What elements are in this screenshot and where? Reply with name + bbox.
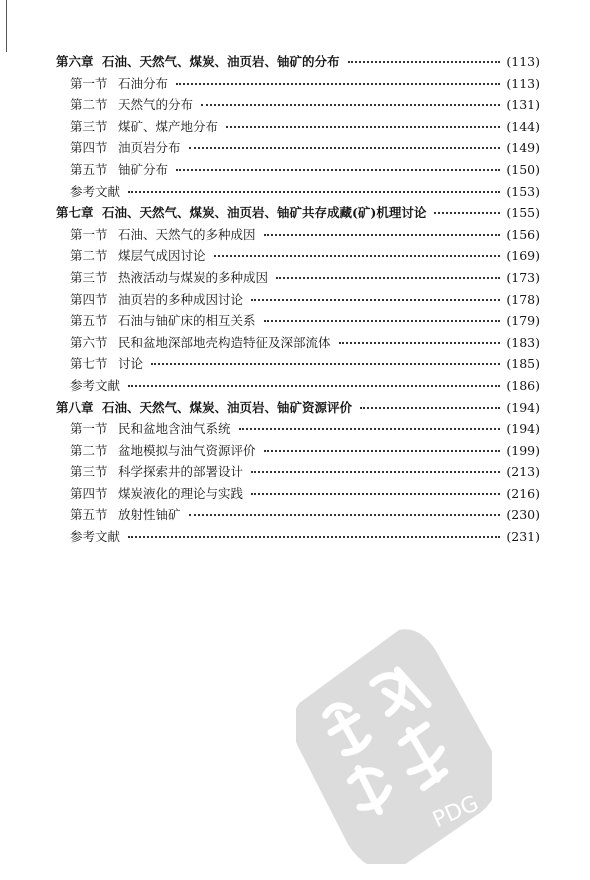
section-entry-label	[70, 246, 206, 264]
dot-leader	[189, 513, 501, 516]
chapter-entry-number: 第七章	[56, 205, 94, 221]
chapter-entry-label	[56, 398, 352, 416]
section-entry-label	[70, 484, 243, 502]
references-entry-title: 参考文献	[70, 377, 121, 393]
section-entry	[56, 419, 540, 441]
section-entry-title: 石油、天然气的多种成因	[118, 226, 256, 242]
section-entry-title: 石油与铀矿床的相互关系	[118, 313, 256, 329]
page-number: (194)	[506, 399, 540, 415]
section-entry	[56, 138, 540, 160]
section-entry-label	[70, 117, 218, 135]
page-number: (199)	[506, 442, 540, 458]
dot-leader	[264, 319, 501, 322]
section-entry-number: 第三节	[70, 269, 108, 285]
references-entry	[56, 376, 540, 398]
dot-leader	[226, 125, 500, 128]
section-entry-number: 第二节	[70, 248, 108, 264]
section-entry-label	[70, 160, 168, 178]
section-entry-number: 第五节	[70, 313, 108, 329]
table-of-contents	[56, 52, 540, 549]
section-entry	[56, 95, 540, 117]
section-entry	[56, 225, 540, 247]
section-entry-title: 石油分布	[118, 75, 169, 91]
section-entry-number: 第六节	[70, 334, 108, 350]
page-number: (131)	[506, 97, 540, 113]
dot-leader	[339, 341, 501, 344]
section-entry	[56, 117, 540, 139]
dot-leader	[251, 298, 500, 301]
section-entry-label	[70, 95, 193, 113]
references-entry-label	[70, 182, 120, 200]
page-number: (213)	[506, 464, 540, 480]
chapter-entry-title: 石油、天然气、煤炭、油页岩、铀矿共存成藏(矿)机理讨论	[102, 205, 427, 221]
section-entry-label	[70, 419, 231, 437]
section-entry-title: 油页岩分布	[118, 140, 181, 156]
section-entry	[56, 441, 540, 463]
dot-leader	[128, 535, 500, 538]
section-entry-title: 天然气的分布	[118, 97, 194, 113]
page-number: (155)	[506, 205, 540, 221]
section-entry-label	[70, 354, 143, 372]
section-entry	[56, 290, 540, 312]
references-entry-label	[70, 527, 120, 545]
page-number: (230)	[506, 507, 540, 523]
section-entry-title: 煤炭液化的理论与实践	[118, 485, 244, 501]
page-number: (185)	[506, 356, 540, 372]
page-number: (231)	[506, 529, 540, 545]
seal-pdg-text: PDG	[429, 791, 483, 834]
dot-leader	[176, 168, 500, 171]
dot-leader	[264, 449, 501, 452]
section-entry	[56, 160, 540, 182]
section-entry-number: 第一节	[70, 226, 108, 242]
section-entry-number: 第四节	[70, 485, 108, 501]
section-entry-title: 煤层气成因讨论	[118, 248, 206, 264]
section-entry	[56, 462, 540, 484]
section-entry-number: 第五节	[70, 161, 108, 177]
page-number: (179)	[506, 313, 540, 329]
section-entry-label	[70, 74, 168, 92]
references-entry	[56, 527, 540, 549]
references-entry	[56, 182, 540, 204]
references-entry-title: 参考文献	[70, 183, 121, 199]
section-entry-label	[70, 441, 256, 459]
page-number: (149)	[506, 140, 540, 156]
page-number: (186)	[506, 377, 540, 393]
section-entry-label	[70, 462, 243, 480]
section-entry	[56, 484, 540, 506]
section-entry-number: 第三节	[70, 118, 108, 134]
dot-leader	[214, 254, 501, 257]
dot-leader	[189, 146, 501, 149]
page-number: (169)	[506, 248, 540, 264]
section-entry-number: 第七节	[70, 356, 108, 372]
page-number: (173)	[506, 269, 540, 285]
chapter-entry-label	[56, 52, 340, 70]
section-entry-title: 热液活动与煤炭的多种成因	[118, 269, 269, 285]
dot-leader	[251, 492, 500, 495]
page-number: (178)	[506, 291, 540, 307]
dot-leader	[239, 427, 501, 430]
section-entry-number: 第一节	[70, 421, 108, 437]
chapter-entry	[56, 398, 540, 420]
seal-shape	[296, 628, 492, 864]
section-entry	[56, 505, 540, 527]
page-number: (150)	[506, 161, 540, 177]
scan-edge-line	[6, 0, 7, 52]
page-number: (113)	[506, 75, 540, 91]
chapter-entry	[56, 203, 540, 225]
section-entry-number: 第五节	[70, 507, 108, 523]
section-entry-title: 盆地模拟与油气资源评价	[118, 442, 256, 458]
section-entry-label	[70, 290, 243, 308]
page-number: (144)	[506, 118, 540, 134]
chapter-entry	[56, 52, 540, 74]
dot-leader	[128, 190, 500, 193]
chapter-entry-title: 石油、天然气、煤炭、油页岩、铀矿的分布	[102, 54, 340, 69]
section-entry-label	[70, 268, 268, 286]
chapter-entry-number: 第八章	[56, 399, 94, 415]
page-number: (113)	[506, 54, 540, 69]
section-entry-title: 民和盆地含油气系统	[118, 421, 231, 437]
page-number: (216)	[506, 485, 540, 501]
section-entry-label	[70, 225, 256, 243]
section-entry-title: 讨论	[118, 356, 144, 372]
section-entry	[56, 268, 540, 290]
dot-leader	[264, 233, 501, 236]
section-entry-title: 煤矿、煤产地分布	[118, 118, 219, 134]
section-entry	[56, 333, 540, 355]
section-entry-number: 第三节	[70, 464, 108, 480]
section-entry-title: 铀矿分布	[118, 161, 169, 177]
dot-leader	[128, 384, 500, 387]
section-entry-label	[70, 505, 181, 523]
section-entry	[56, 354, 540, 376]
page-number: (194)	[506, 421, 540, 437]
chapter-entry-label	[56, 203, 426, 221]
section-entry-label	[70, 138, 181, 156]
section-entry-number: 第一节	[70, 75, 108, 91]
section-entry-title: 油页岩的多种成因讨论	[118, 291, 244, 307]
page-number: (183)	[506, 334, 540, 350]
dot-leader	[360, 406, 500, 409]
section-entry-number: 第二节	[70, 442, 108, 458]
section-entry-label	[70, 311, 256, 329]
dot-leader	[201, 103, 500, 106]
section-entry-number: 第四节	[70, 140, 108, 156]
section-entry-label	[70, 333, 331, 351]
section-entry	[56, 311, 540, 333]
dot-leader	[176, 82, 500, 85]
dot-leader	[251, 470, 500, 473]
dot-leader	[151, 362, 500, 365]
chapter-entry-number: 第六章	[56, 54, 94, 69]
pdg-seal-watermark	[296, 628, 492, 864]
section-entry	[56, 74, 540, 96]
section-entry-title: 放射性铀矿	[118, 507, 181, 523]
page-number: (156)	[506, 226, 540, 242]
section-entry-title: 民和盆地深部地壳构造特征及深部流体	[118, 334, 331, 350]
chapter-entry-title: 石油、天然气、煤炭、油页岩、铀矿资源评价	[102, 399, 353, 415]
section-entry-number: 第二节	[70, 97, 108, 113]
references-entry-label	[70, 376, 120, 394]
dot-leader	[276, 276, 500, 279]
references-entry-title: 参考文献	[70, 529, 121, 545]
section-entry-number: 第四节	[70, 291, 108, 307]
section-entry	[56, 246, 540, 268]
section-entry-title: 科学探索井的部署设计	[118, 464, 244, 480]
dot-leader	[348, 60, 501, 63]
dot-leader	[434, 211, 500, 214]
page-number: (153)	[506, 183, 540, 199]
